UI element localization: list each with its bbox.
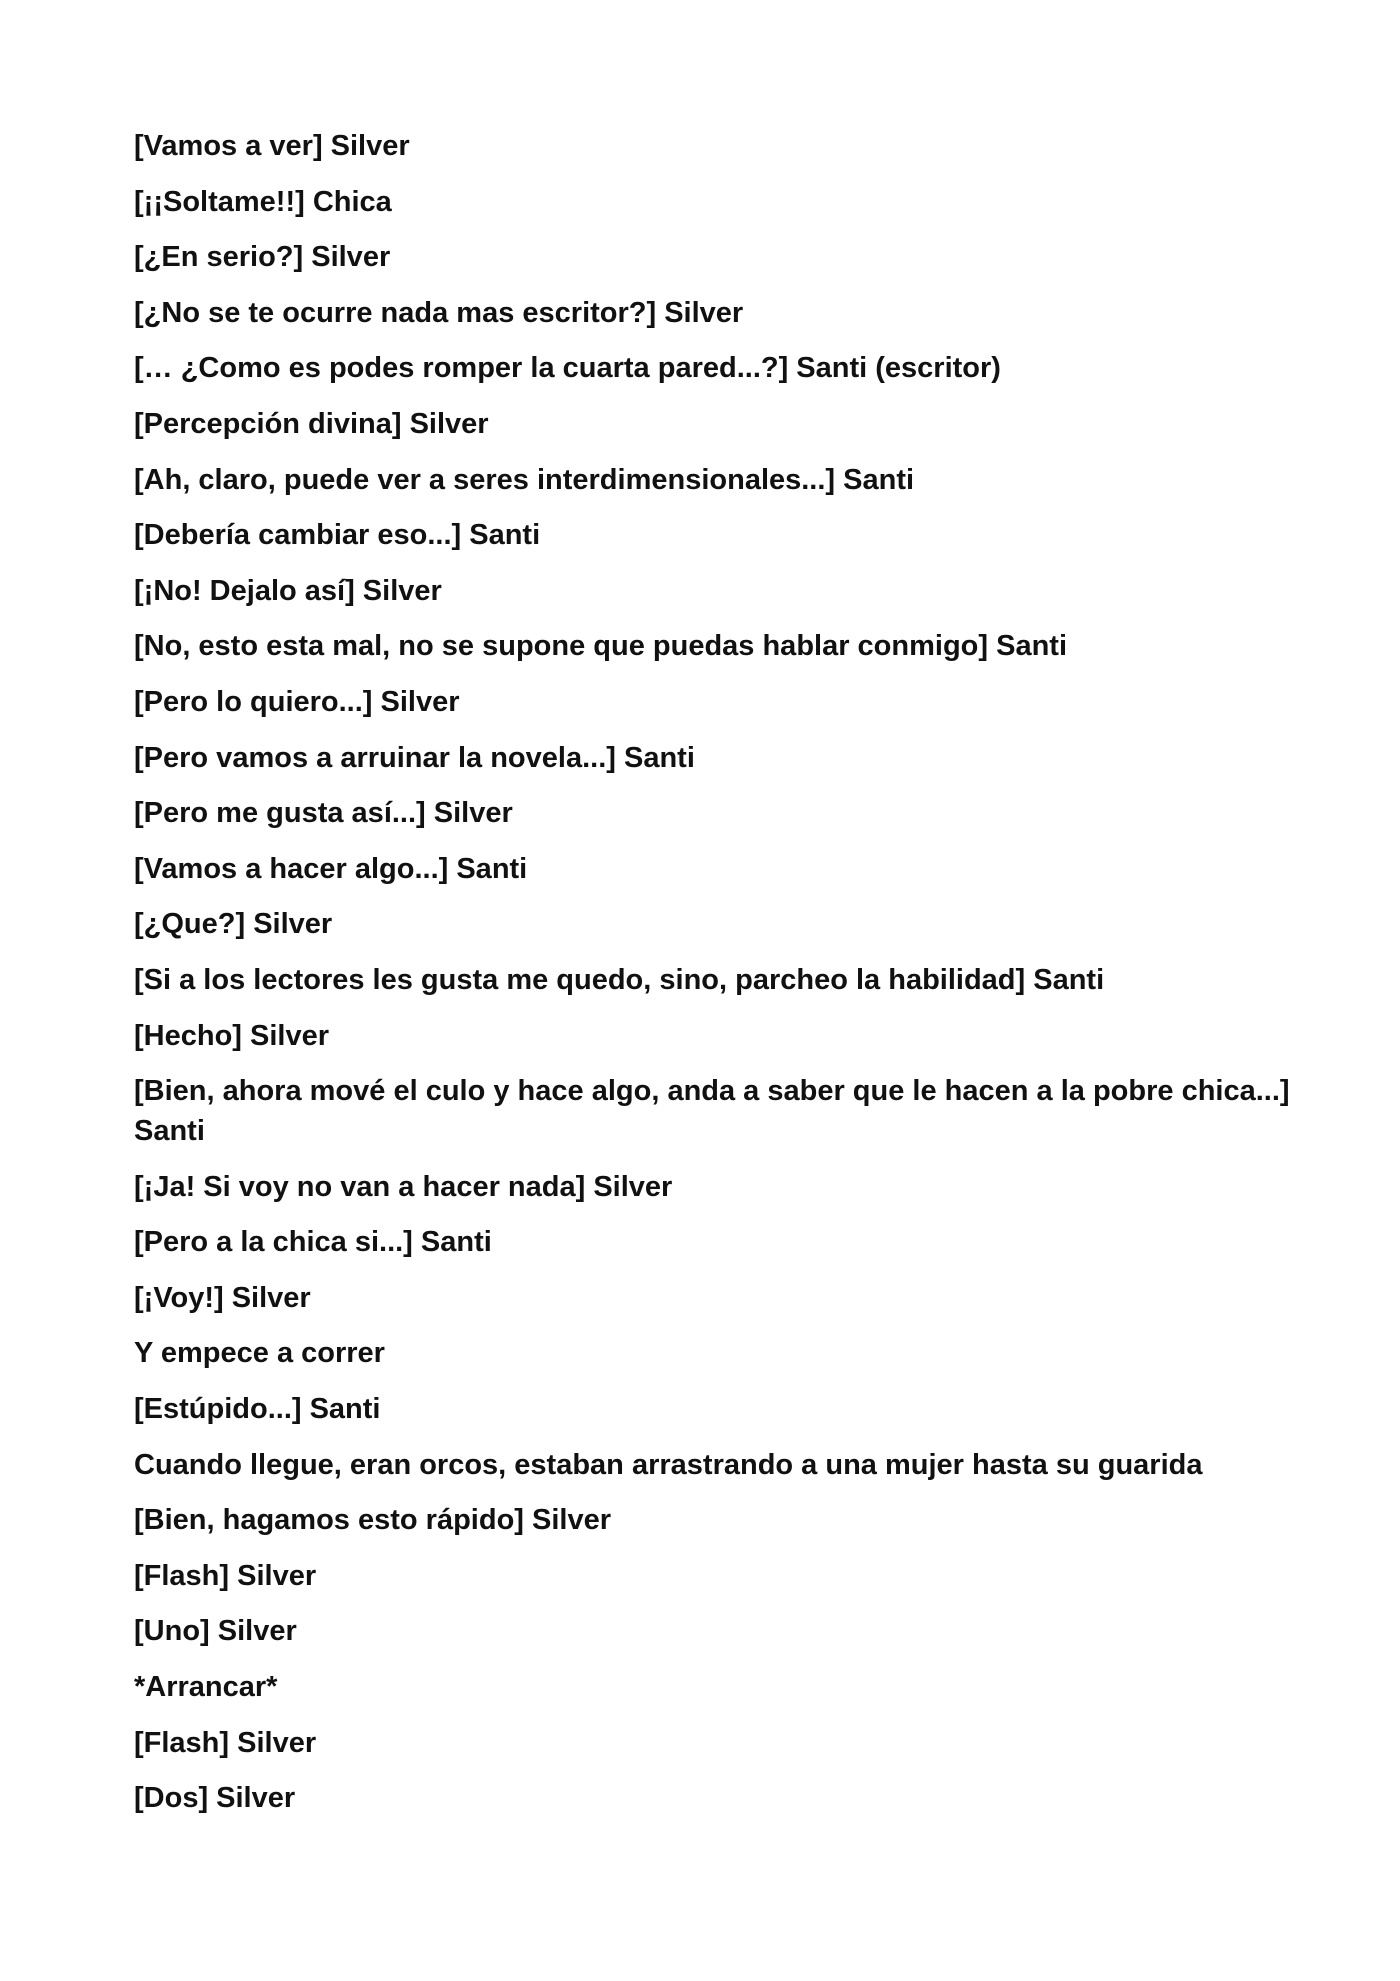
dialogue-line: [Hecho] Silver [134, 1019, 329, 1052]
dialogue-line: [¡Voy!] Silver [134, 1281, 311, 1314]
action-line: *Arrancar* [134, 1671, 278, 1704]
dialogue-line: [¿No se te ocurre nada mas escritor?] Silver [134, 296, 744, 329]
dialogue-line: [Bien, hagamos esto rápido] Silver [134, 1504, 611, 1537]
dialogue-line: [Dos] Silver [134, 1782, 296, 1815]
narration-line: Y empece a correr [134, 1337, 385, 1370]
dialogue-line: [Flash] Silver [134, 1726, 317, 1759]
dialogue-line: [Si a los lectores les gusta me quedo, sino, parcheo la habilidad] Santi [134, 963, 1105, 996]
dialogue-line: [¡¡Soltame!!] Chica [134, 185, 392, 218]
dialogue-line: [Estúpido...] Santi [134, 1393, 381, 1426]
dialogue-line: [Pero lo quiero...] Silver [134, 685, 460, 718]
dialogue-line: [Vamos a hacer algo...] Santi [134, 852, 528, 885]
dialogue-line: [Ah, claro, puede ver a seres interdimensionales...] Santi [134, 463, 915, 496]
dialogue-line: [Bien, ahora mové el culo y hace algo, anda a saber que le hacen a la pobre chica...] Santi [134, 1075, 1290, 1148]
dialogue-line: [Pero me gusta así...] Silver [134, 797, 513, 830]
dialogue-line: [Vamos a ver] Silver [134, 130, 410, 162]
dialogue-line: [¡Ja! Si voy no van a hacer nada] Silver [134, 1170, 673, 1203]
narration-line: Cuando llegue, eran orcos, estaban arrastrando a una mujer hasta su guarida [134, 1448, 1203, 1481]
dialogue-line: [Uno] Silver [134, 1615, 297, 1648]
dialogue-line: [Percepción divina] Silver [134, 407, 489, 440]
dialogue-line: [¡No! Dejalo así] Silver [134, 574, 442, 607]
dialogue-line: [¿Que?] Silver [134, 908, 333, 941]
dialogue-line: [Flash] Silver [134, 1559, 317, 1592]
dialogue-line: [Pero a la chica si...] Santi [134, 1226, 492, 1259]
dialogue-line: [No, esto esta mal, no se supone que puedas hablar conmigo] Santi [134, 630, 1067, 663]
dialogue-line: [… ¿Como es podes romper la cuarta pared...?] Santi (escritor) [134, 352, 1001, 385]
dialogue-line: [¿En serio?] Silver [134, 241, 391, 274]
dialogue-line: [Pero vamos a arruinar la novela...] Santi [134, 741, 695, 774]
dialogue-line: [Debería cambiar eso...] Santi [134, 519, 541, 552]
document-body [134, 126, 1294, 1834]
